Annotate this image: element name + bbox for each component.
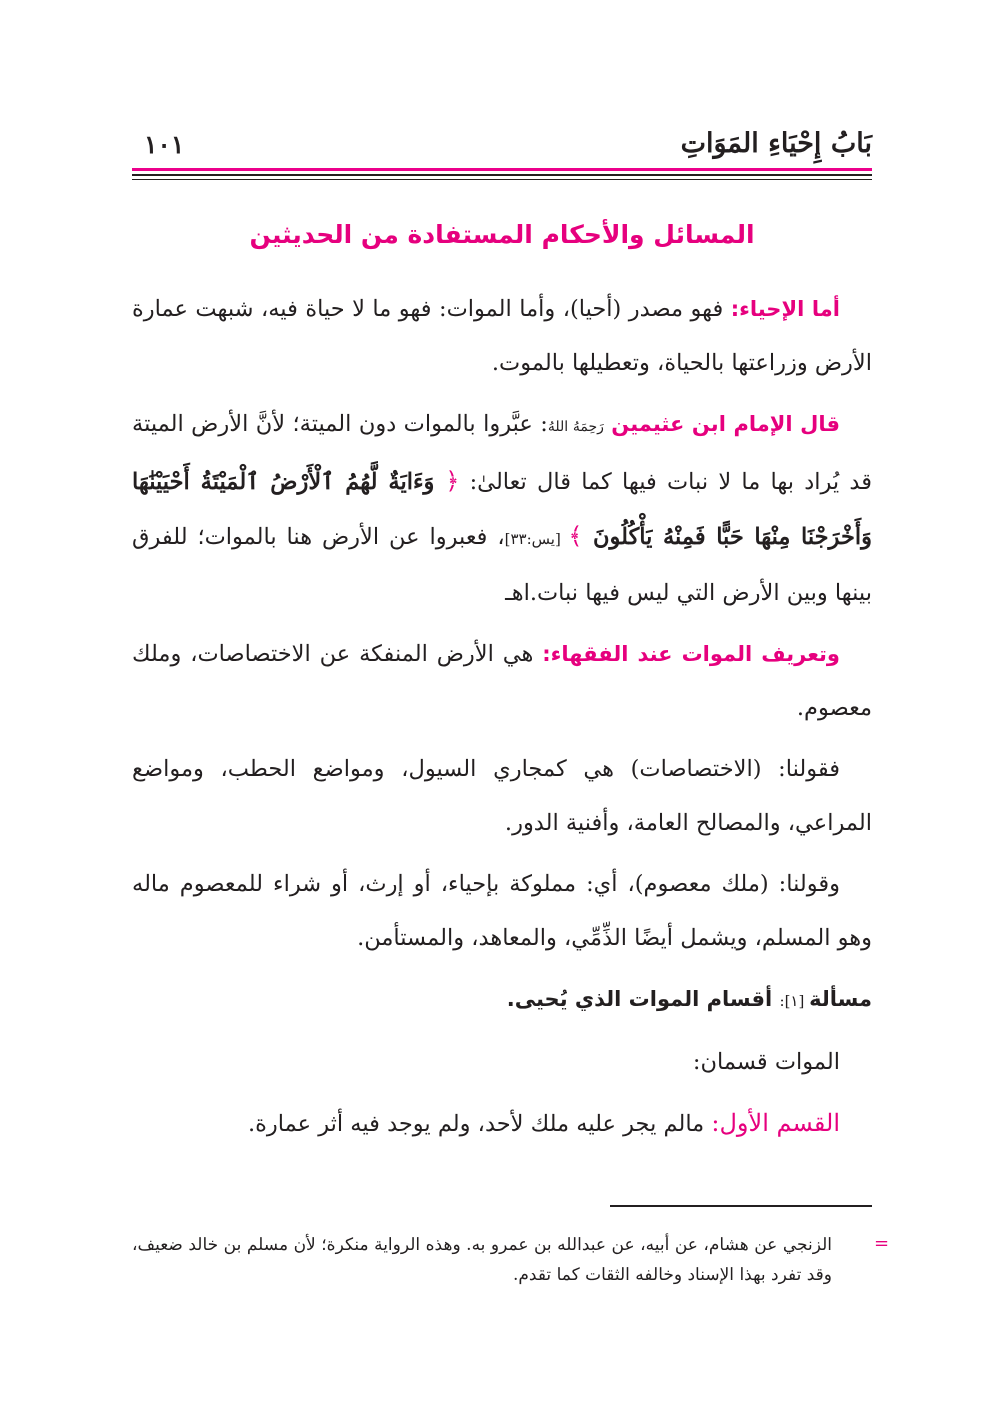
- paragraph-text: فهو مصدر (أحيا)، وأما الموات: فهو ما لا حياة فيه، شبهت عمارة الأرض وزراعتها بالحياة، وتعطيلها بالموت.: [132, 296, 872, 376]
- running-header: [132, 128, 872, 168]
- main-text: [132, 282, 872, 1158]
- issue-label: مسألة: [809, 987, 872, 1011]
- chapter-title: بَابُ إِحْيَاءِ المَوَاتِ: [680, 128, 872, 159]
- paragraph-ibn-uthaymeen: [132, 397, 872, 620]
- paragraph-text: هي الأرض المنفكة عن الاختصاصات، وملك معصوم.: [132, 641, 872, 721]
- term-label: وتعريف الموات عند الفقهاء:: [542, 642, 840, 666]
- verse-reference: [يس:٣٣]: [504, 530, 569, 548]
- header-rule-thin: [132, 179, 872, 180]
- paragraph-text: فقولنا: (الاختصاصات) هي كمجاري السيول، ومواضع الحطب، ومواضع المراعي، والمصالح العامة، وأفنية الدور.: [132, 756, 872, 836]
- paragraph-text: : عبَّروا بالموات دون الميتة؛ لأنَّ الأرض الميتة قد يُراد بها ما لا نبات فيها كما قال تعالىٰ:: [132, 411, 872, 495]
- footnote-separator: [610, 1205, 872, 1207]
- paragraph-text: الموات قسمان:: [692, 1049, 840, 1075]
- issue-heading: [132, 972, 872, 1028]
- paragraph-ikhtisasat: [132, 742, 872, 850]
- issue-title: أقسام الموات الذي يُحيى.: [506, 987, 780, 1011]
- term-label: أما الإحياء:: [730, 297, 840, 321]
- header-rule-pink: [132, 168, 872, 171]
- page-number: ١٠١: [144, 130, 185, 159]
- paragraph-milk-masum: [132, 857, 872, 965]
- header-rule-thick: [132, 174, 872, 176]
- first-type-label: القسم الأول:: [711, 1109, 840, 1137]
- paragraph-text-cont: ، فعبروا عن الأرض هنا بالموات؛ للفرق بينها وبين الأرض التي ليس فيها نبات.اهـ: [132, 524, 872, 606]
- paragraph-fuqaha-definition: [132, 627, 872, 735]
- scholar-name: قال الإمام ابن عثيمين: [611, 412, 841, 436]
- paragraph-text: مالم يجر عليه ملك لأحد، ولم يوجد فيه أثر عمارة.: [247, 1111, 712, 1137]
- quran-open-bracket: ﴿: [445, 467, 460, 495]
- section-title: المسائل والأحكام المستفادة من الحديثين: [249, 220, 755, 249]
- issue-number: [١]:: [779, 992, 810, 1010]
- paragraph-two-types: [132, 1035, 872, 1089]
- paragraph-ihya: [132, 282, 872, 390]
- footnote-continuation-marker: =: [874, 1233, 890, 1254]
- paragraph-text: وقولنا: (ملك معصوم)، أي: مملوكة بإحياء، أو إرث، أو شراء للمعصوم ماله وهو المسلم، ويشمل أيضًا الذِّمِّي، والمعاهد، والمستأمن.: [132, 871, 872, 951]
- paragraph-first-type: [132, 1096, 872, 1151]
- honorific-seal: رَحِمَهُ اللهُ: [547, 419, 604, 435]
- quran-verse: وَءَايَةٌ لَّهُمُ ٱلْأَرْضُ ٱلْمَيْتَةُ أَحْيَيْنَٰهَا وَأَخْرَجْنَا مِنْهَا حَبًّا فَمِنْهُ يَأْكُلُونَ: [132, 469, 872, 550]
- footnote: الزنجي عن هشام، عن أبيه، عن عبدالله بن عمرو به. وهذه الرواية منكرة؛ لأن مسلم بن خالد ضعيف، وقد تفرد بهذا الإسناد وخالفه الثقات كما تقدم.: [132, 1235, 832, 1285]
- quran-close-bracket: ﴾: [568, 522, 583, 550]
